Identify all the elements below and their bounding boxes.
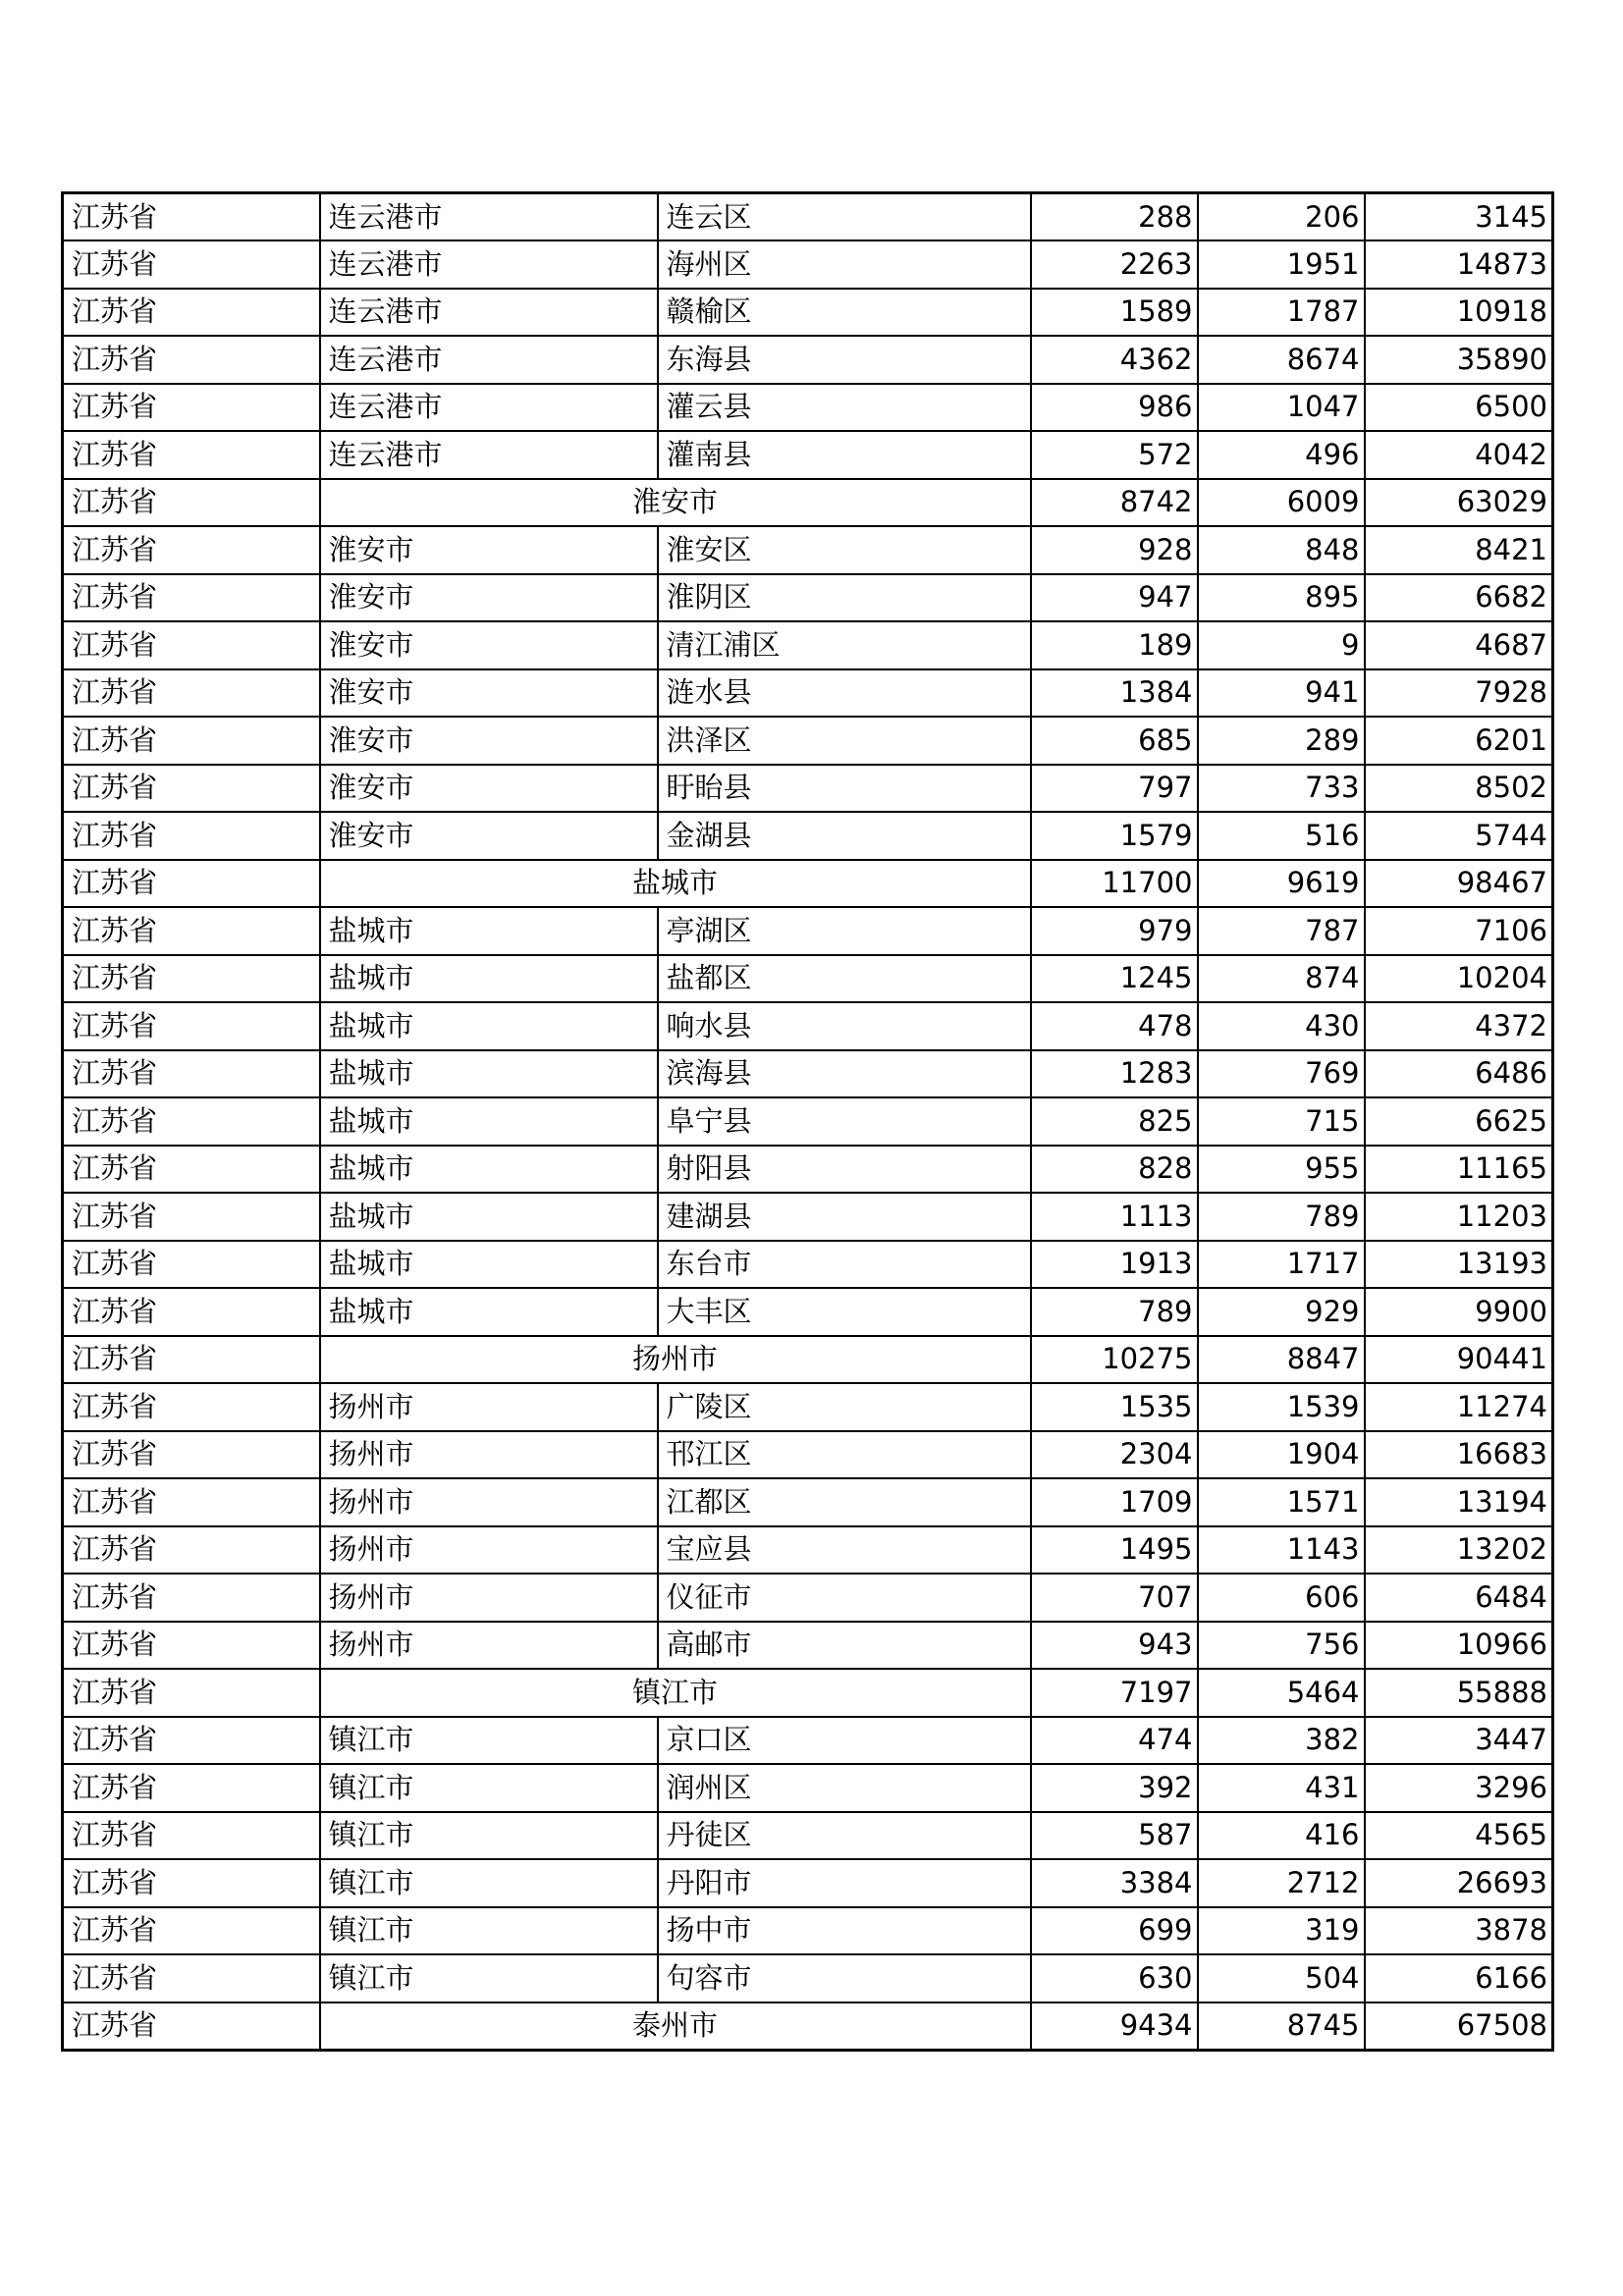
district-cell: 响水县	[658, 1002, 1031, 1050]
value-cell-1: 825	[1031, 1097, 1198, 1146]
district-cell: 高邮市	[658, 1622, 1031, 1670]
city-subtotal-row	[63, 2002, 1553, 2051]
value-cell-2: 929	[1198, 1288, 1365, 1336]
district-cell: 仪征市	[658, 1574, 1031, 1622]
province-cell: 江苏省	[63, 1431, 320, 1479]
province-cell: 江苏省	[63, 193, 320, 241]
city-cell: 盐城市	[320, 1002, 658, 1050]
city-cell: 连云港市	[320, 336, 658, 384]
district-cell: 灌云县	[658, 384, 1031, 432]
value-cell-2: 5464	[1198, 1669, 1365, 1717]
city-subtotal-row	[63, 1336, 1553, 1384]
value-cell-1: 3384	[1031, 1859, 1198, 1907]
value-cell-2: 431	[1198, 1764, 1365, 1812]
province-cell: 江苏省	[63, 289, 320, 337]
value-cell-2: 2712	[1198, 1859, 1365, 1907]
table-row	[63, 1478, 1553, 1526]
province-cell: 江苏省	[63, 1288, 320, 1336]
value-cell-3: 6682	[1365, 574, 1553, 622]
value-cell-3: 11274	[1365, 1383, 1553, 1431]
district-cell: 亭湖区	[658, 907, 1031, 955]
value-cell-1: 11700	[1031, 860, 1198, 908]
value-cell-3: 9900	[1365, 1288, 1553, 1336]
district-cell: 丹阳市	[658, 1859, 1031, 1907]
value-cell-3: 4372	[1365, 1002, 1553, 1050]
city-cell: 盐城市	[320, 955, 658, 1003]
value-cell-2: 848	[1198, 526, 1365, 574]
value-cell-1: 1709	[1031, 1478, 1198, 1526]
city-cell: 镇江市	[320, 1717, 658, 1765]
province-cell: 江苏省	[63, 1907, 320, 1955]
value-cell-3: 13194	[1365, 1478, 1553, 1526]
city-subtotal-row	[63, 1669, 1553, 1717]
city-cell: 连云港市	[320, 289, 658, 337]
value-cell-2: 206	[1198, 193, 1365, 241]
district-cell: 连云区	[658, 193, 1031, 241]
city-cell: 扬州市	[320, 1622, 658, 1670]
district-cell: 邗江区	[658, 1431, 1031, 1479]
value-cell-1: 828	[1031, 1146, 1198, 1194]
table-body	[63, 193, 1553, 2051]
value-cell-2: 496	[1198, 431, 1365, 479]
value-cell-3: 13193	[1365, 1241, 1553, 1289]
value-cell-1: 789	[1031, 1288, 1198, 1336]
district-cell: 丹徒区	[658, 1812, 1031, 1860]
data-table	[61, 191, 1554, 2052]
value-cell-1: 1495	[1031, 1526, 1198, 1575]
value-cell-2: 715	[1198, 1097, 1365, 1146]
province-cell: 江苏省	[63, 1050, 320, 1098]
city-cell: 连云港市	[320, 431, 658, 479]
value-cell-1: 189	[1031, 621, 1198, 669]
value-cell-3: 7928	[1365, 669, 1553, 718]
province-cell: 江苏省	[63, 336, 320, 384]
value-cell-2: 9619	[1198, 860, 1365, 908]
value-cell-2: 8847	[1198, 1336, 1365, 1384]
district-cell: 东海县	[658, 336, 1031, 384]
table-row	[63, 336, 1553, 384]
city-cell: 扬州市	[320, 1431, 658, 1479]
value-cell-2: 756	[1198, 1622, 1365, 1670]
value-cell-1: 9434	[1031, 2002, 1198, 2051]
table-row	[63, 669, 1553, 718]
province-cell: 江苏省	[63, 669, 320, 718]
value-cell-3: 6625	[1365, 1097, 1553, 1146]
value-cell-1: 572	[1031, 431, 1198, 479]
value-cell-1: 979	[1031, 907, 1198, 955]
table-row	[63, 289, 1553, 337]
district-cell: 清江浦区	[658, 621, 1031, 669]
city-cell: 镇江市	[320, 1954, 658, 2002]
district-cell: 涟水县	[658, 669, 1031, 718]
district-cell: 射阳县	[658, 1146, 1031, 1194]
province-cell: 江苏省	[63, 384, 320, 432]
table-row	[63, 1622, 1553, 1670]
value-cell-1: 2263	[1031, 240, 1198, 289]
value-cell-3: 16683	[1365, 1431, 1553, 1479]
table-row	[63, 384, 1553, 432]
value-cell-3: 4565	[1365, 1812, 1553, 1860]
district-cell: 海州区	[658, 240, 1031, 289]
province-cell: 江苏省	[63, 526, 320, 574]
district-cell: 淮阴区	[658, 574, 1031, 622]
table-row	[63, 1907, 1553, 1955]
province-cell: 江苏省	[63, 1574, 320, 1622]
district-cell: 东台市	[658, 1241, 1031, 1289]
table-row	[63, 621, 1553, 669]
city-cell: 连云港市	[320, 384, 658, 432]
table-row	[63, 1859, 1553, 1907]
value-cell-3: 11165	[1365, 1146, 1553, 1194]
table-row	[63, 193, 1553, 241]
province-cell: 江苏省	[63, 955, 320, 1003]
value-cell-3: 4687	[1365, 621, 1553, 669]
value-cell-1: 943	[1031, 1622, 1198, 1670]
value-cell-1: 4362	[1031, 336, 1198, 384]
value-cell-1: 1283	[1031, 1050, 1198, 1098]
value-cell-3: 11203	[1365, 1193, 1553, 1241]
value-cell-3: 6484	[1365, 1574, 1553, 1622]
city-subtotal-cell: 泰州市	[320, 2002, 1031, 2051]
city-cell: 连云港市	[320, 193, 658, 241]
city-cell: 连云港市	[320, 240, 658, 289]
value-cell-2: 769	[1198, 1050, 1365, 1098]
city-subtotal-cell: 盐城市	[320, 860, 1031, 908]
value-cell-2: 416	[1198, 1812, 1365, 1860]
value-cell-3: 6486	[1365, 1050, 1553, 1098]
table-row	[63, 955, 1553, 1003]
value-cell-3: 67508	[1365, 2002, 1553, 2051]
district-cell: 盱眙县	[658, 765, 1031, 813]
value-cell-1: 1589	[1031, 289, 1198, 337]
value-cell-1: 10275	[1031, 1336, 1198, 1384]
value-cell-2: 8745	[1198, 2002, 1365, 2051]
province-cell: 江苏省	[63, 1241, 320, 1289]
city-cell: 淮安市	[320, 812, 658, 860]
city-cell: 淮安市	[320, 526, 658, 574]
value-cell-2: 1787	[1198, 289, 1365, 337]
city-cell: 盐城市	[320, 1288, 658, 1336]
value-cell-1: 685	[1031, 717, 1198, 765]
value-cell-1: 947	[1031, 574, 1198, 622]
value-cell-3: 6201	[1365, 717, 1553, 765]
value-cell-1: 1913	[1031, 1241, 1198, 1289]
value-cell-2: 382	[1198, 1717, 1365, 1765]
district-cell: 宝应县	[658, 1526, 1031, 1575]
value-cell-3: 10204	[1365, 955, 1553, 1003]
city-cell: 扬州市	[320, 1574, 658, 1622]
province-cell: 江苏省	[63, 621, 320, 669]
district-cell: 灌南县	[658, 431, 1031, 479]
value-cell-2: 1904	[1198, 1431, 1365, 1479]
table-row	[63, 907, 1553, 955]
table-row	[63, 1431, 1553, 1479]
city-cell: 镇江市	[320, 1812, 658, 1860]
table-row	[63, 1764, 1553, 1812]
value-cell-1: 699	[1031, 1907, 1198, 1955]
value-cell-1: 2304	[1031, 1431, 1198, 1479]
table-row	[63, 1954, 1553, 2002]
value-cell-3: 6166	[1365, 1954, 1553, 2002]
district-cell: 广陵区	[658, 1383, 1031, 1431]
city-cell: 镇江市	[320, 1859, 658, 1907]
value-cell-3: 6500	[1365, 384, 1553, 432]
district-cell: 建湖县	[658, 1193, 1031, 1241]
province-cell: 江苏省	[63, 1336, 320, 1384]
value-cell-2: 1571	[1198, 1478, 1365, 1526]
value-cell-2: 319	[1198, 1907, 1365, 1955]
value-cell-2: 430	[1198, 1002, 1365, 1050]
value-cell-1: 7197	[1031, 1669, 1198, 1717]
table-row	[63, 765, 1553, 813]
district-cell: 盐都区	[658, 955, 1031, 1003]
table-row	[63, 1812, 1553, 1860]
value-cell-3: 7106	[1365, 907, 1553, 955]
value-cell-2: 9	[1198, 621, 1365, 669]
district-cell: 阜宁县	[658, 1097, 1031, 1146]
value-cell-1: 1535	[1031, 1383, 1198, 1431]
value-cell-3: 10966	[1365, 1622, 1553, 1670]
table-row	[63, 1383, 1553, 1431]
value-cell-1: 478	[1031, 1002, 1198, 1050]
district-cell: 金湖县	[658, 812, 1031, 860]
value-cell-2: 895	[1198, 574, 1365, 622]
province-cell: 江苏省	[63, 1717, 320, 1765]
province-cell: 江苏省	[63, 574, 320, 622]
table-row	[63, 1526, 1553, 1575]
province-cell: 江苏省	[63, 1146, 320, 1194]
value-cell-1: 1113	[1031, 1193, 1198, 1241]
city-cell: 淮安市	[320, 621, 658, 669]
province-cell: 江苏省	[63, 907, 320, 955]
value-cell-2: 787	[1198, 907, 1365, 955]
table-row	[63, 1050, 1553, 1098]
province-cell: 江苏省	[63, 1622, 320, 1670]
city-cell: 淮安市	[320, 669, 658, 718]
city-cell: 扬州市	[320, 1478, 658, 1526]
city-subtotal-cell: 扬州市	[320, 1336, 1031, 1384]
district-cell: 扬中市	[658, 1907, 1031, 1955]
table-row	[63, 1146, 1553, 1194]
district-cell: 大丰区	[658, 1288, 1031, 1336]
value-cell-3: 14873	[1365, 240, 1553, 289]
district-cell: 赣榆区	[658, 289, 1031, 337]
city-subtotal-row	[63, 860, 1553, 908]
value-cell-3: 3296	[1365, 1764, 1553, 1812]
value-cell-1: 587	[1031, 1812, 1198, 1860]
value-cell-3: 55888	[1365, 1669, 1553, 1717]
city-cell: 镇江市	[320, 1764, 658, 1812]
city-cell: 盐城市	[320, 1097, 658, 1146]
province-cell: 江苏省	[63, 1002, 320, 1050]
value-cell-1: 8742	[1031, 479, 1198, 527]
province-cell: 江苏省	[63, 431, 320, 479]
city-cell: 盐城市	[320, 907, 658, 955]
table-row	[63, 1288, 1553, 1336]
province-cell: 江苏省	[63, 1526, 320, 1575]
value-cell-1: 630	[1031, 1954, 1198, 2002]
province-cell: 江苏省	[63, 1193, 320, 1241]
value-cell-1: 928	[1031, 526, 1198, 574]
value-cell-3: 5744	[1365, 812, 1553, 860]
city-cell: 镇江市	[320, 1907, 658, 1955]
province-cell: 江苏省	[63, 1764, 320, 1812]
table-row	[63, 1097, 1553, 1146]
district-cell: 淮安区	[658, 526, 1031, 574]
city-cell: 淮安市	[320, 717, 658, 765]
province-cell: 江苏省	[63, 1478, 320, 1526]
table-row	[63, 812, 1553, 860]
province-cell: 江苏省	[63, 1812, 320, 1860]
district-cell: 滨海县	[658, 1050, 1031, 1098]
value-cell-3: 90441	[1365, 1336, 1553, 1384]
value-cell-2: 516	[1198, 812, 1365, 860]
city-subtotal-cell: 镇江市	[320, 1669, 1031, 1717]
value-cell-1: 1245	[1031, 955, 1198, 1003]
province-cell: 江苏省	[63, 860, 320, 908]
value-cell-1: 288	[1031, 193, 1198, 241]
province-cell: 江苏省	[63, 1859, 320, 1907]
value-cell-2: 1047	[1198, 384, 1365, 432]
value-cell-3: 98467	[1365, 860, 1553, 908]
province-cell: 江苏省	[63, 1669, 320, 1717]
value-cell-3: 10918	[1365, 289, 1553, 337]
province-cell: 江苏省	[63, 1954, 320, 2002]
value-cell-2: 941	[1198, 669, 1365, 718]
value-cell-1: 1579	[1031, 812, 1198, 860]
value-cell-2: 955	[1198, 1146, 1365, 1194]
city-cell: 盐城市	[320, 1193, 658, 1241]
value-cell-1: 986	[1031, 384, 1198, 432]
value-cell-3: 3878	[1365, 1907, 1553, 1955]
table-row	[63, 526, 1553, 574]
district-cell: 润州区	[658, 1764, 1031, 1812]
table-row	[63, 1241, 1553, 1289]
value-cell-2: 6009	[1198, 479, 1365, 527]
value-cell-2: 733	[1198, 765, 1365, 813]
district-cell: 江都区	[658, 1478, 1031, 1526]
value-cell-3: 3447	[1365, 1717, 1553, 1765]
city-subtotal-cell: 淮安市	[320, 479, 1031, 527]
value-cell-3: 35890	[1365, 336, 1553, 384]
province-cell: 江苏省	[63, 765, 320, 813]
value-cell-3: 26693	[1365, 1859, 1553, 1907]
district-cell: 京口区	[658, 1717, 1031, 1765]
province-cell: 江苏省	[63, 717, 320, 765]
value-cell-2: 504	[1198, 1954, 1365, 2002]
table-row	[63, 574, 1553, 622]
table-row	[63, 717, 1553, 765]
table-row	[63, 1717, 1553, 1765]
value-cell-1: 392	[1031, 1764, 1198, 1812]
province-cell: 江苏省	[63, 240, 320, 289]
province-cell: 江苏省	[63, 812, 320, 860]
city-cell: 盐城市	[320, 1050, 658, 1098]
value-cell-1: 707	[1031, 1574, 1198, 1622]
value-cell-2: 8674	[1198, 336, 1365, 384]
value-cell-1: 1384	[1031, 669, 1198, 718]
province-cell: 江苏省	[63, 1383, 320, 1431]
value-cell-2: 289	[1198, 717, 1365, 765]
value-cell-3: 13202	[1365, 1526, 1553, 1575]
value-cell-3: 63029	[1365, 479, 1553, 527]
province-cell: 江苏省	[63, 2002, 320, 2051]
value-cell-2: 1951	[1198, 240, 1365, 289]
value-cell-2: 874	[1198, 955, 1365, 1003]
table-row	[63, 1574, 1553, 1622]
district-cell: 句容市	[658, 1954, 1031, 2002]
value-cell-2: 606	[1198, 1574, 1365, 1622]
value-cell-3: 4042	[1365, 431, 1553, 479]
city-cell: 盐城市	[320, 1146, 658, 1194]
district-cell: 洪泽区	[658, 717, 1031, 765]
city-cell: 扬州市	[320, 1526, 658, 1575]
value-cell-2: 1717	[1198, 1241, 1365, 1289]
value-cell-2: 1143	[1198, 1526, 1365, 1575]
city-subtotal-row	[63, 479, 1553, 527]
city-cell: 淮安市	[320, 574, 658, 622]
value-cell-3: 3145	[1365, 193, 1553, 241]
table-row	[63, 1193, 1553, 1241]
value-cell-3: 8421	[1365, 526, 1553, 574]
value-cell-3: 8502	[1365, 765, 1553, 813]
city-cell: 淮安市	[320, 765, 658, 813]
city-cell: 盐城市	[320, 1241, 658, 1289]
value-cell-2: 1539	[1198, 1383, 1365, 1431]
table-row	[63, 1002, 1553, 1050]
province-cell: 江苏省	[63, 1097, 320, 1146]
value-cell-1: 797	[1031, 765, 1198, 813]
value-cell-2: 789	[1198, 1193, 1365, 1241]
value-cell-1: 474	[1031, 1717, 1198, 1765]
table-row	[63, 240, 1553, 289]
city-cell: 扬州市	[320, 1383, 658, 1431]
province-cell: 江苏省	[63, 479, 320, 527]
table-row	[63, 431, 1553, 479]
